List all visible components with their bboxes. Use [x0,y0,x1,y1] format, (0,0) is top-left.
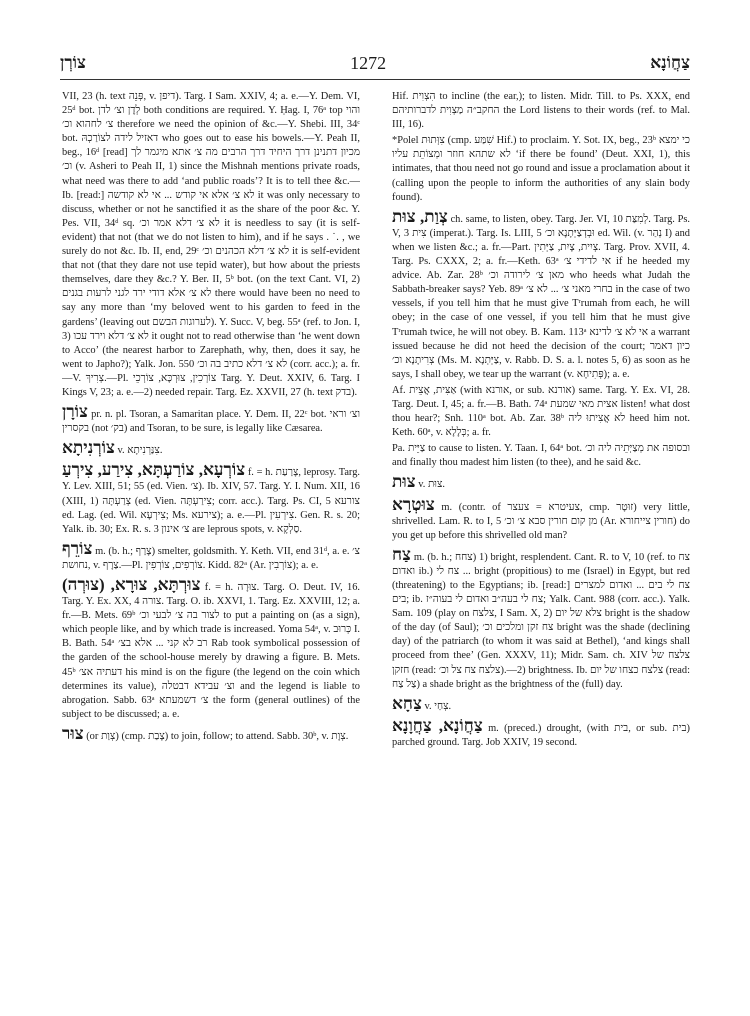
dictionary-entry-tsah [392,545,690,692]
dictionary-entry-pa [392,442,690,470]
dictionary-entry-tsoraa [62,460,360,536]
entry-headword: צוֹרְנִיתָא [62,438,115,458]
entry-text: Af. אַצִּית, אֲצֵית (with אורנא, or sub. אורנא) same. Targ. Y. Ex. VI, 28. Targ. Deut. I, 45; a. fr.—B. Bath. 74ᵃ אצית מאי שמעת listen! what dost thou hear?; Snh. 110ᵃ bot. Ab. Zar. 38ᵇ לא אֲצִיתוּ ליה heed him not. Keth. 60ᵃ, v. כְּלָלָא; a. fr. [392,384,690,439]
dictionary-entry-tsurta [62,575,360,722]
entry-text: VII, 23 (h. text פְּנֵה, v. דיפן). Targ. I Sam. XXIV, 4; a. e.—Y. Dem. VI, 25ᵈ bot. לְדֶן וצ׳ לדן both conditions are required. Y. Ḥag. I, 76ᵃ top והוי צ׳ לחהוא וכ׳ therefore we need the opinion of &c.—Y. Shebi. III, 34ᶜ bot. דאזיל לידה לצוֹרַכְהּ who goes out to ease his bowels.—Y. Peah II, beg., 16ᵈ [read] מכיון דתנינן דרך היחיד דרך הרבים מה צ׳ אתא מיגמר לך וכ׳ (v. Asheri to Peah II, 1) since the Mishnah mentions private roads, what need was there to add ‘and public roads’? It is to tell thee &c.—Ib. [read:] לא צ׳ אלא אי קודש ... אי לא קודשה it was only necessary to discuss, whether or not he sanctified it as the share of the poor &c. Y. Pes. VII, 34ᵈ sq. לא צ׳ דלא אמר וכ׳ it is needless to say (it is self-evident) that not (that we do not listen to him), and if he says . ˙. , we surely do not &c. Ib. II, end, 29ᶜ לא צ׳ דלא הכהנים וכ׳ it is self-evident that not (that they dare not use tepid water), but how about the priests themselves, dare they &c.? Y. Ber. II, 5ᵇ bot. (on the text Cant. VI, 2) לא צ׳ אלא דודי ירד לגני לרעות בגנים there would have been no need to say any more than ‘my beloved went to his garden to feed in the gardens’ (leaving out לערוגות הבשם). Y. Succ. V, beg. 55ᵃ (ref. to Jon. I, 3) לא צ׳ דלא וירד עכו it ought not to read otherwise than ‘he went down to Acco’ (the nearest harbor to Zarephath, why, then, does it say, he went to Japho?); Yalk. Jon. 550 לא צ׳ דלא כתיב בה וכ׳ (corr. acc.); a. fr.—V. צְרִיךְ.—Pl. צוֹרְכִין, צוּרְכָּא, צוֹרְכֵי Targ. Y. Deut. XXIV, 6. Targ. I Kings V, 23; a. e.—2) needed repair. Targ. Ez. XXVII, 27 (h. text בדק). [62,91,360,398]
dictionary-entry-af [392,384,690,440]
entry-headword: צוֹרְעָא, צוֹרַעְתָּא, צִירַע, צִירְעַ [62,460,246,480]
entry-text: m. (contr. of צעיטרא = צעצר, cmp. זוּטָר) very little, shrivelled. Lam. R. to I, 5 מן קום חורין סבא צ׳ וכ׳ (Ar. חורין צייחורא) do you get up before this shrivelled old man? [392,501,690,541]
entry-text: v. צְחַי. [424,700,452,712]
page-header [60,48,690,78]
entry-text: m. (b. h.; צחח) 1) bright, resplendent. Cant. R. to V, 10 (ref. to צח ואדום ib.) צח לי ... bright (propitious) to me (Israel) in Egypt, but red (threatening) to the Egyptians; ib. [read:] צח לי בים ... ואדום למצרים בים; ib. צח לי בעה״ב ואדום לי בעוה״ז; Yalk. Cant. 988 (corr. acc.). Yalk. Sam. 109 (play on צלצח, I Sam. X, 2) צלא של יום bright is the shadow of the day (of Saul); צח זקן ומלכים וכ׳ bright was the shade (declining day) of the patriarch (to whom it was said at Bethel), ‘and kings shall proceed from thee’ (Gen. XXXV, 11); Midr. Sam. ch. XIV צלצח של חזקן (read: צלצח צח צל וכ׳).—2) brightness. Ib. צלצח כצחו של יום (read: צַל צַח) a shade bright as the brightness of the (full) day. [392,551,690,690]
dictionary-entry-polel [392,134,690,204]
entry-headword: צוּת [392,472,416,492]
entry-text: m. (preced.) drought, (with בית, or sub. בית) parched ground. Targ. Job XXIV, 19 second. [392,722,690,748]
dictionary-entry-hif [392,90,690,132]
entry-headword: צוֹרָן [62,402,88,422]
dictionary-entry-cont [62,90,360,400]
entry-text: v. צוּת. [418,479,446,491]
entry-headword: צְוַת, צוּת [392,206,448,226]
entry-headword: צוּר [62,723,84,743]
dictionary-entry-tsahavona [392,716,690,750]
entry-headword: צוֹרֵף [62,538,93,558]
entry-text: (or צְוַת) (cmp. צָבַת) to join, follow; to attend. Sabb. 30ᵇ, v. צְוָת. [86,730,349,742]
entry-text: Pa. צַיֵּית to cause to listen. Y. Taan. I, 64ᵃ bot. ובסופה את מְצַיְּתֵיה ליה וכ׳ and finally thou madest him listen (to thee), and he said &c. [392,443,690,469]
entry-text: f. = h. צָרַעַת, leprosy. Targ. Y. Lev. XIII, 51; 55 (ed. Vien. צ׳). Ib. XIV, 57. Targ. Y. I. Num. XII, 16 (XIII, 1) צְרַעְתָּה (ed. Vien. צִירַעְתָּה; corr. acc.). Targ. Ps. CI, 5 צורעא ed. Lag. (ed. Wil. צִירְעָא; Ms. צירעא); a. e.—Pl. צִירְעִין. Gen. R. s. 20; Yalk. ib. 30; Ex. R. s. 3 צ׳ אינון are leprous spots, v. סַלְקָא. [62,467,360,535]
dictionary-entry-tsoran [62,402,360,436]
dictionary-entry-tsevat [392,207,690,382]
entry-text: *Polel צִוְּתוּת (cmp. שִׁמַּע Hif.) to proclaim. Y. Sot. IX, beg., 23ᵇ כי ימצא לא שתהא חוזר ומְצוֹתֵת עליו ‘if there be found’ (Deut. XXI, 1), this intimates, that thou need not go round and issue a proclamation about it (calling upon the people to inform the authorities of any slain body found). [392,135,690,203]
dictionary-entry-tsoref [62,539,360,573]
entry-headword: צַחֲוֹנָא, צַחֲוָנָא [392,715,483,735]
entry-text: v. צִנַּרְנִיתָא. [117,445,163,457]
entry-headword: צַחָא [392,693,422,713]
left-column [62,90,360,1005]
entry-text: f. = h. צוּרָה. Targ. O. Deut. IV, 16. Targ. Y. Ex. XX, 4 צורה. Targ. O. ib. XXVI, 1. Targ. Ez. XXVIII, 12; a. fr.—B. Mets. 69ᵇ לצור בה צ׳ לבעי וכ׳ to put a painting on (as a sign), which people like, and by which trade is increased. Yoma 54ᵃ, v. כְּרוּב I. B. Bath. 54ᵃ רב לא קני ... אלא בצ׳ Rab took symbolical possession of the garden of the school-house merely by drawing a figure. B. Mets. 45ᵇ דעתיה אצ׳ his mind is on the figure (the legend on the coin which determines its value), וצ׳ עבידא דבטלה and the legend is liable to abrogation. Sabb. 63ᵃ צ׳ דשמעתא the form (general outlines) of the subject to be discussed; a. e. [62,582,360,720]
dictionary-entry-tsaha [392,694,690,714]
entry-text: m. (b. h.; צָרַף) smelter, goldsmith. Y. Keth. VII, end 31ᵈ, a. e. צ׳ נחושת, v. צַרָף.—Pl. צוֹרְפִים, צוֹרְפִין. Kidd. 82ᵃ (Ar. צוֹרְבִין); a. e. [62,545,360,571]
entry-text: Hif. הִצְוִית to incline (the ear,); to listen. Midr. Till. to Ps. XXX, end החקב״ה מַצְוִית לדברותיהם the Lord listens to their words (ref. to Mal. III, 16). [392,91,690,131]
entry-headword: צַח [392,544,411,564]
entry-headword: צוּרְתָּא, צוּרָא, (צוּרְה) [62,575,201,594]
page-number: 1272 [350,52,387,73]
left-guide-word: צוֹרְן [60,53,86,72]
dictionary-entry-tsur [62,724,360,744]
entry-text: ch. same, to listen, obey. Targ. Jer. VI, 10 לְמִצַּת. Targ. Ps. V, 3 צִית (imperat.). Targ. Is. LIII, 5 וּבְדְצַיְּתָנָא וכ׳ ed. Wil. (v. נְהַר I) and when we listen &c.; a. fr.—Part. צְיִית, צָיִת, צַיְּתִין. Targ. Prov. XVII, 4. Targ. Ps. CXXX, 2; a. fr.—Keth. 63ᵃ אי לדידי צ׳ if he heeded my advice. Ab. Zar. 28ᵇ מאן צ׳ לירודה וכ׳ who heeds what Judah the Sabbath-breaker says? Yeb. 89ᵃ בחרי מאני צ׳ ... לא צ׳ in the case of two vessels, if you tell him that he must give Tʳrumah from each, he will obey; in the case of one vessel, if you tell him that he must give Tʳrumah twice, he will not obey. B. Kam. 113ᵃ אי לא צ׳ לדינא a warrant issued because he did not heed the decision of the court; כיון דאמר צְרִיתָנָא וכ׳ (Ms. M. צַיְּתְנָא, v. Rabb. D. S. a. l. notes 5, 6) as soon as he says, I shall obey, we tear up the warrant (v. פְּתִיחָא); a. e. [392,213,690,380]
right-guide-word: צַחֲוֹנָא [650,53,690,72]
dictionary-entry-tsut [392,472,690,492]
dictionary-entry-tsorniyta [62,438,360,458]
entry-text: pr. n. pl. Tsoran, a Samaritan place. Y. Dem. II, 22ᶜ bot. וצ׳ וראי בקסרין (not בק׳) and Tsoran, to be sure, is legally like Cæsarea. [62,409,360,435]
entry-headword: צוּטְרָא [392,494,435,514]
right-column [392,90,690,1005]
dictionary-entry-tsutra [392,495,690,543]
header-rule [60,79,690,80]
